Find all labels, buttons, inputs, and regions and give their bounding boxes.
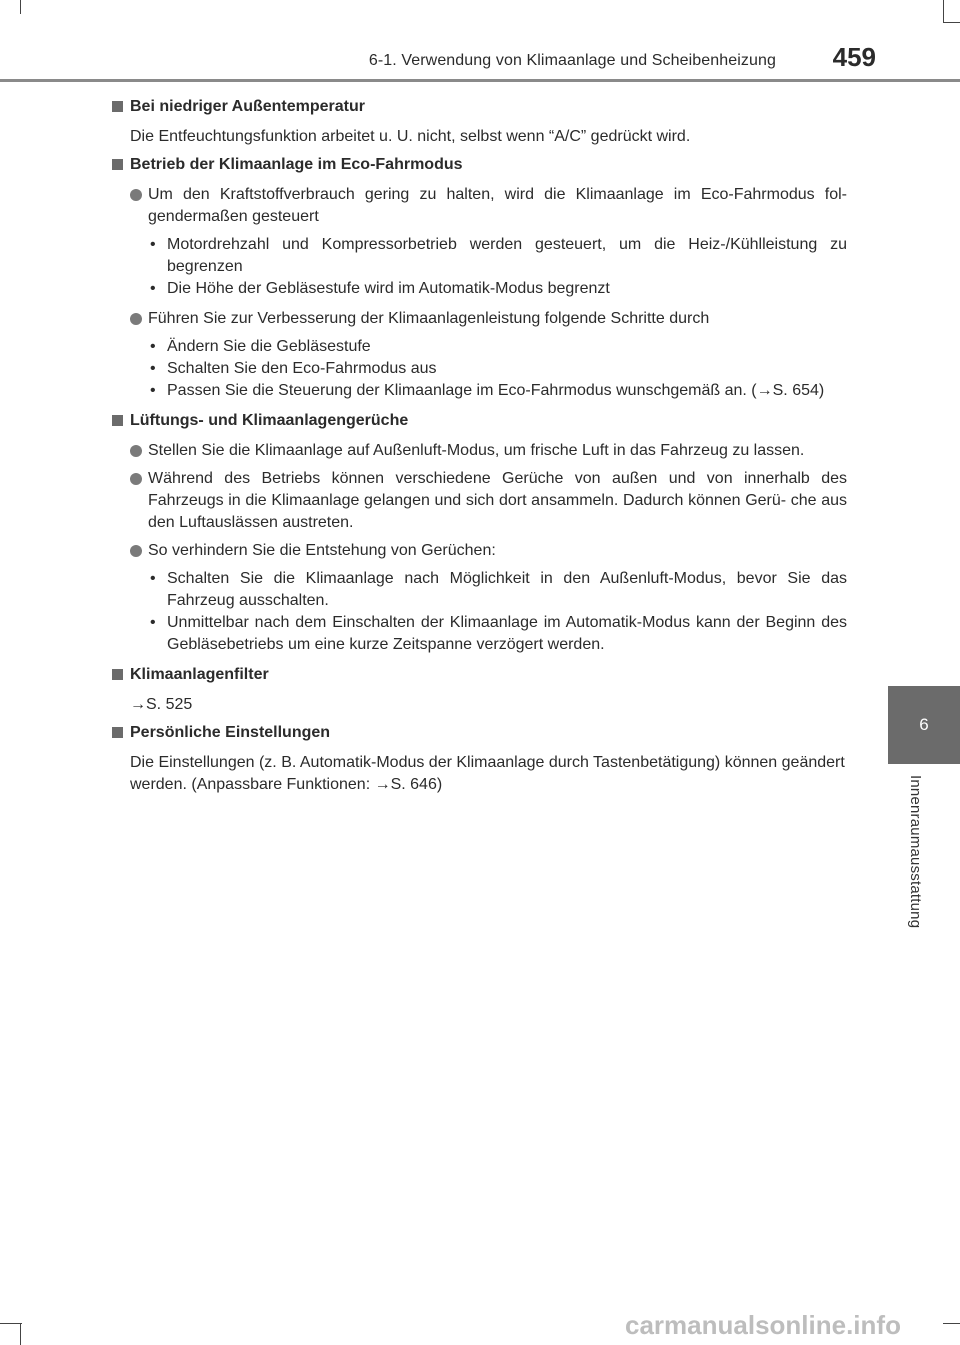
dot-bullet-icon: •	[150, 236, 156, 253]
crop-mark-top-right-v	[943, 0, 944, 22]
sub-item-text: Schalten Sie die Klimaanlage nach Möglichkeit in den Außenluft-Modus, bevor Sie das Fahrzeug ausschalten.	[167, 570, 847, 609]
section-personal-settings	[112, 722, 847, 796]
sub-item	[148, 278, 847, 300]
sub-item-text: Motordrehzahl und Kompressorbetrieb werden gesteuert, um die Heiz-/Kühlleistung zu begrenzen	[167, 236, 847, 275]
paragraph: Die Einstellungen (z. B. Automatik-Modus der Klimaanlage durch Tastenbetätigung) können geändert werden. (Anpassbare Funktionen: →S. 646)	[130, 754, 845, 793]
square-marker-icon	[112, 669, 123, 680]
circle-bullet-icon	[130, 189, 142, 201]
circle-bullet-icon	[130, 473, 142, 485]
bullet-text: Führen Sie zur Verbesserung der Klimaanlagenleistung folgende Schritte durch	[148, 310, 710, 327]
page-reference: →S. 525	[130, 696, 193, 713]
bullet-text: Während des Betriebs können verschiedene Gerüche von außen und von innerhalb des Fahrzeugs in die Klimaanlage gelangen und sich dort ansammeln. Dadurch können Gerü- che aus den Luftauslässen austreten.	[148, 470, 847, 531]
crop-mark-bottom-left-v	[20, 1323, 21, 1345]
header-rule	[0, 79, 960, 82]
circle-bullet-icon	[130, 313, 142, 325]
bullet-item	[112, 184, 847, 228]
square-marker-icon	[112, 727, 123, 738]
sub-list	[112, 234, 847, 300]
chapter-tab	[888, 686, 960, 764]
sub-item-text: Schalten Sie den Eco-Fahrmodus aus	[167, 360, 437, 377]
dot-bullet-icon: •	[150, 360, 156, 377]
sub-item-text: Passen Sie die Steuerung der Klimaanlage im Eco-Fahrmodus wunschgemäß an. (→S. 654)	[167, 382, 825, 399]
square-marker-icon	[112, 159, 123, 170]
paragraph: Die Entfeuchtungsfunktion arbeitet u. U. nicht, selbst wenn “A/C” gedrückt wird.	[130, 128, 691, 145]
sub-item	[148, 234, 847, 278]
sub-item	[148, 358, 847, 380]
square-marker-icon	[112, 415, 123, 426]
sub-item-text: Unmittelbar nach dem Einschalten der Klimaanlage im Automatik-Modus kann der Beginn des Gebläsebetriebs um eine kurze Zeitspanne verzögert werden.	[167, 614, 847, 653]
bullet-item	[112, 308, 847, 330]
sub-item	[148, 336, 847, 358]
sub-item	[148, 380, 847, 402]
crop-mark-top-left	[20, 0, 21, 14]
heading-text: Lüftungs- und Klimaanlagengerüche	[130, 412, 409, 429]
heading-text: Persönliche Einstellungen	[130, 724, 331, 741]
section-heading	[112, 722, 847, 744]
bullet-item	[112, 440, 847, 462]
dot-bullet-icon: •	[150, 338, 156, 355]
section-heading	[112, 96, 847, 118]
crop-mark-top-right-h	[943, 22, 960, 23]
heading-text: Bei niedriger Außentemperatur	[130, 98, 366, 115]
sub-item-text: Die Höhe der Gebläsestufe wird im Automatik-Modus begrenzt	[167, 280, 610, 297]
section-low-temperature	[112, 96, 847, 148]
bullet-text: Stellen Sie die Klimaanlage auf Außenluft-Modus, um frische Luft in das Fahrzeug zu lassen.	[148, 442, 805, 459]
heading-text: Klimaanlagenfilter	[130, 666, 269, 683]
section-odors	[112, 410, 847, 656]
dot-bullet-icon: •	[150, 382, 156, 399]
heading-text: Betrieb der Klimaanlage im Eco-Fahrmodus	[130, 156, 463, 173]
dot-bullet-icon: •	[150, 280, 156, 297]
bullet-text: So verhindern Sie die Entstehung von Gerüchen:	[148, 542, 496, 559]
section-filter	[112, 664, 847, 716]
dot-bullet-icon: •	[150, 614, 156, 631]
watermark: carmanualsonline.info	[625, 1310, 901, 1340]
square-marker-icon	[112, 101, 123, 112]
sub-list	[112, 336, 847, 402]
section-eco-mode	[112, 154, 847, 402]
bullet-item	[112, 540, 847, 562]
circle-bullet-icon	[130, 545, 142, 557]
page-number: 459	[832, 42, 876, 72]
crop-mark-bottom-right	[943, 1323, 960, 1324]
circle-bullet-icon	[130, 445, 142, 457]
section-heading	[112, 154, 847, 176]
chapter-number: 6	[919, 715, 929, 734]
section-heading	[112, 664, 847, 686]
section-heading	[112, 410, 847, 432]
dot-bullet-icon: •	[150, 570, 156, 587]
bullet-text: Um den Kraftstoffverbrauch gering zu halten, wird die Klimaanlage im Eco-Fahrmodus fol- gendermaßen gesteuert	[148, 186, 847, 225]
content	[112, 96, 847, 802]
chapter-label: Innenraumausstattung	[907, 775, 924, 929]
bullet-item	[112, 468, 847, 534]
sub-list	[112, 568, 847, 656]
sub-item-text: Ändern Sie die Gebläsestufe	[167, 338, 371, 355]
header-title: 6-1. Verwendung von Klimaanlage und Scheibenheizung	[368, 52, 776, 69]
sub-item	[148, 568, 847, 612]
sub-item	[148, 612, 847, 656]
crop-mark-bottom-left	[0, 1323, 22, 1324]
